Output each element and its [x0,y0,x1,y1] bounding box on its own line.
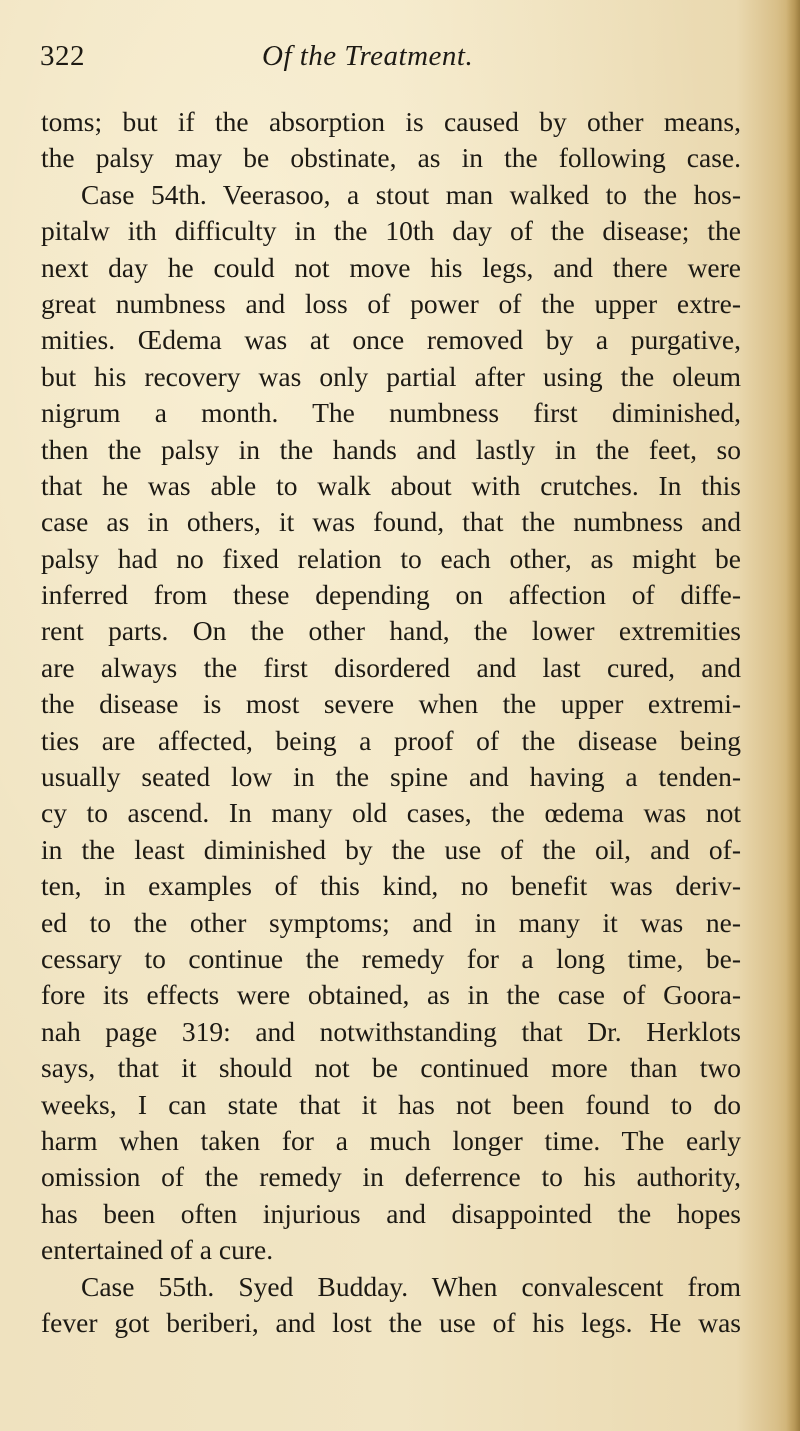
text-line: cessary to continue the remedy for a long time, be- [41,942,741,974]
text-line: then the palsy in the hands and lastly in the feet, so [41,433,741,465]
text-line: usually seated low in the spine and having a tenden- [41,761,741,793]
text-line: inferred from these depending on affection of diffe- [41,579,741,611]
text-line: omission of the remedy in deferrence to his authority, [41,1161,741,1193]
text-line: ed to the other symptoms; and in many it was ne- [41,906,741,938]
text-line: great numbness and loss of power of the upper extre- [41,287,741,319]
text-line: rent parts. On the other hand, the lower extremities [41,615,741,647]
text-line: has been often injurious and disappointed the hopes [41,1197,741,1229]
text-line: ten, in examples of this kind, no benefit was deriv- [41,870,741,902]
text-line: next day he could not move his legs, and there were [41,251,741,283]
text-line: fever got beriberi, and lost the use of his legs. He was [41,1306,741,1338]
text-line: are always the first disordered and last cured, and [41,651,741,683]
text-line: ties are affected, being a proof of the disease being [41,724,741,756]
page-edge-shadow [786,0,800,1431]
page-number: 322 [40,40,85,72]
text-line: pitalw ith difficulty in the 10th day of the disease; the [41,215,741,247]
body-text [41,104,741,1341]
page-header [40,40,740,84]
text-line: in the least diminished by the use of the oil, and of- [41,833,741,865]
text-line: mities. Œdema was at once removed by a purgative, [41,324,741,356]
text-line: nah page 319: and notwithstanding that Dr. Herklots [41,1015,741,1047]
text-line: Case 54th. Veerasoo, a stout man walked to the hos- [81,178,741,210]
text-line: palsy had no fixed relation to each other, as might be [41,542,741,574]
text-line: nigrum a month. The numbness first diminished, [41,397,741,429]
running-title: Of the Treatment. [262,40,474,72]
text-line: the palsy may be obstinate, as in the following case. [41,142,741,174]
text-line: weeks, I can state that it has not been found to do [41,1088,741,1120]
text-line: fore its effects were obtained, as in the case of Goora- [41,979,741,1011]
text-line: says, that it should not be continued more than two [41,1052,741,1084]
text-line: the disease is most severe when the upper extremi- [41,688,741,720]
text-line: toms; but if the absorption is caused by other means, [41,106,741,137]
text-line: cy to ascend. In many old cases, the œdema was not [41,797,741,829]
text-line: Case 55th. Syed Budday. When convalescent from [81,1270,741,1302]
text-line: harm when taken for a much longer time. The early [41,1124,741,1156]
text-line: but his recovery was only partial after using the oleum [41,360,741,392]
text-line: entertained of a cure. [41,1234,274,1266]
text-line: that he was able to walk about with crutches. In this [41,469,741,501]
text-line: case as in others, it was found, that the numbness and [41,506,741,538]
